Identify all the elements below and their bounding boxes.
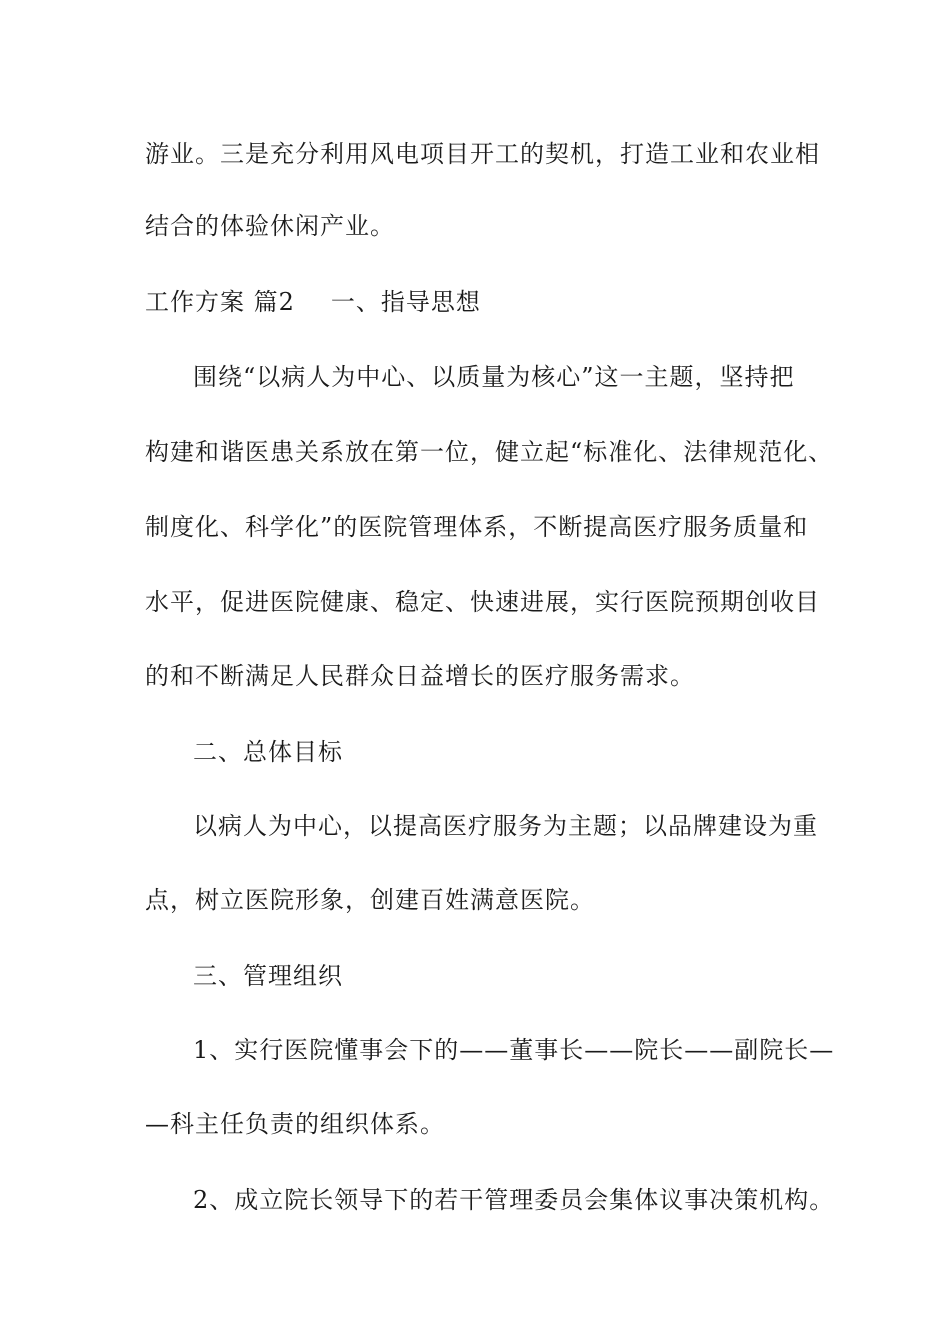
- section-heading: 一、指导思想: [330, 288, 481, 316]
- section-heading: 三、管理组织: [193, 962, 343, 990]
- article-label: 工作方案 篇2: [145, 288, 295, 316]
- paragraph-line: 结合的体验休闲产业。: [145, 212, 395, 240]
- paragraph-line: 构建和谐医患关系放在第一位，健立起“标准化、法律规范化、: [145, 438, 834, 466]
- list-item-line: 1、实行医院懂事会下的——董事长——院长——副院长—: [193, 1036, 835, 1064]
- paragraph-line: 制度化、科学化”的医院管理体系，不断提高医疗服务质量和: [145, 513, 809, 541]
- paragraph-line: 点，树立医院形象，创建百姓满意医院。: [145, 886, 595, 914]
- section-heading-line: [145, 286, 481, 318]
- paragraph-line: 水平，促进医院健康、稳定、快速进展，实行医院预期创收目: [145, 588, 820, 616]
- paragraph-line: 的和不断满足人民群众日益增长的医疗服务需求。: [145, 662, 695, 690]
- list-item-line: —科主任负责的组织体系。: [145, 1110, 445, 1138]
- paragraph-line: 游业。三是充分利用风电项目开工的契机，打造工业和农业相: [145, 140, 820, 168]
- paragraph-line: 以病人为中心，以提高医疗服务为主题；以品牌建设为重: [193, 812, 818, 840]
- section-heading: 二、总体目标: [193, 738, 343, 766]
- paragraph-line: 围绕“以病人为中心、以质量为核心”这一主题，坚持把: [193, 363, 795, 391]
- list-item-line: 2、成立院长领导下的若干管理委员会集体议事决策机构。: [193, 1186, 835, 1214]
